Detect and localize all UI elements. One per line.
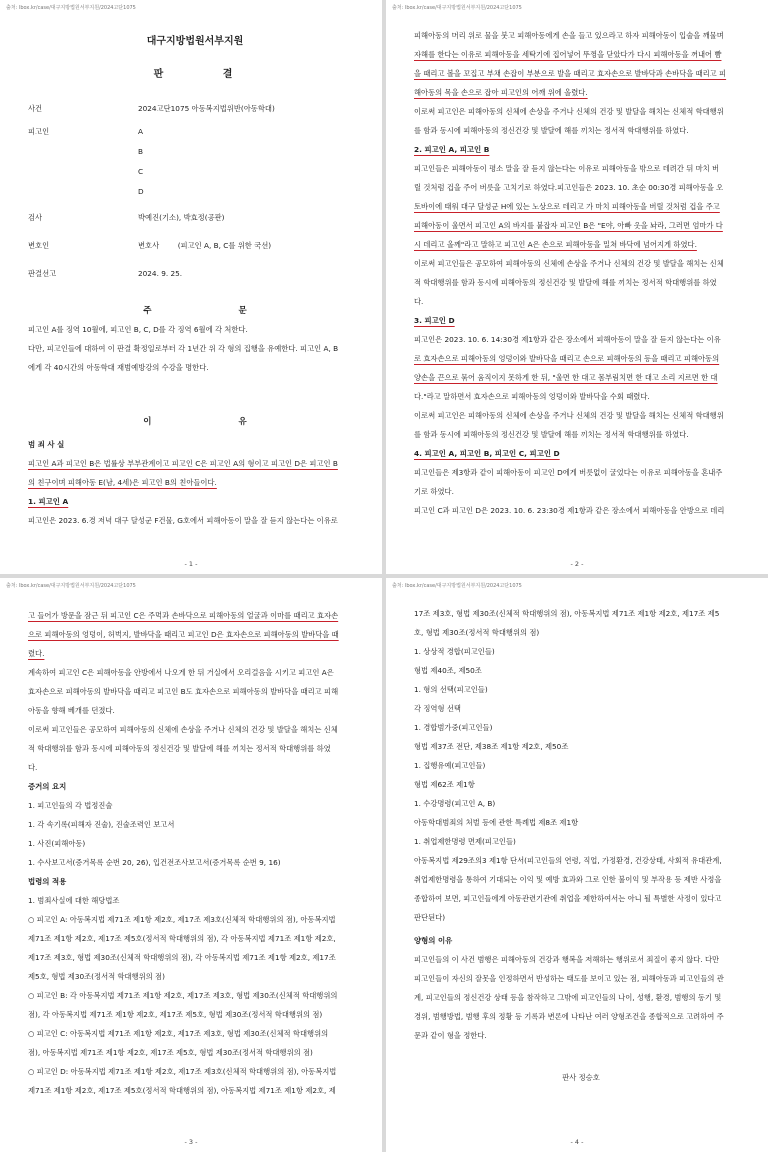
text-line: 형법 제37조 전단, 제38조 제1항 제2호, 제50조 (414, 742, 569, 751)
court-name: 대구지방법원서부지원 (146, 36, 244, 47)
page-3-body (28, 606, 362, 1100)
text-line: 점), 아동복지법 제71조 제1항 제2호, 제17조 제5호, 형법 제30조(정서적 학대행위의 점) (28, 1048, 313, 1057)
text-line: 고 들어가 방문을 잠근 뒤 피고인 C은 주먹과 손바닥으로 피해아동의 얼굴과 이마를 때리고 효자손 (28, 611, 339, 620)
section-2-heading: 2. 피고인 A, 피고인 B (414, 145, 490, 154)
text-line: 1. 피고인들의 각 법정진술 (28, 801, 113, 810)
text-line: 1. 수강명령(피고인 A, B) (414, 799, 496, 808)
text-line: ○ 피고인 D: 아동복지법 제71조 제1항 제2호, 제17조 제3호(신체적 학대행위의 점), 아동복지법 (28, 1067, 337, 1076)
text-line: 종합하여 보면, 피고인들에게 아동관련기관에 취업을 제한하여서는 아니 될 특별한 사정이 있다고 (414, 894, 722, 903)
text-line: 제71조 제1항 제2호, 제17조 제5호(정서적 학대행위의 점), 각 아동복지법 제71조 제1항 제2호, (28, 934, 336, 943)
text-line: 아동을 향해 베개를 던졌다. (28, 706, 115, 715)
text-line: 1. 수사보고서(증거목록 순번 20, 26), 입건전조사보고서(증거목록 순번 9, 16) (28, 858, 281, 867)
text-line: 형법 제40조, 제50조 (414, 666, 482, 675)
text-line: 1. 사진(피해아동) (28, 839, 86, 848)
order-text (28, 320, 362, 377)
text-line: 피고인은 2023. 6.경 저녁 대구 달성군 F건물, G호에서 피해아동이 말을 잘 듣지 않는다는 이유로 (28, 516, 338, 525)
text-line: 다."라고 말하면서 효자손으로 피해아동의 엉덩이와 발바닥을 수회 때렸다. (414, 392, 650, 401)
text-line: 점), 각 아동복지법 제71조 제1항 제2호, 제17조 제5호, 형법 제30조(정서적 학대행위의 점) (28, 1010, 323, 1019)
case-value: 2024고단1075 아동복지법위반(아동학대) (138, 104, 275, 113)
text-line: 1. 형의 선택(피고인들) (414, 685, 488, 694)
page-number: - 4 - (570, 1138, 584, 1146)
text-line: 피고인들의 이 사건 범행은 피해아동의 건강과 행복을 저해하는 행위로서 죄질이 좋지 않다. 다만 (414, 955, 720, 964)
order-heading: 주 문 (143, 306, 289, 316)
reason-heading: 이 유 (143, 417, 289, 427)
text-line: 피고인들은 피해아동이 평소 말을 잘 듣지 않는다는 이유로 피해아동을 밖으로 데려간 뒤 마치 버 (414, 164, 720, 173)
lawyer-label: 변호인 (28, 241, 50, 250)
text-line: 1. 범죄사실에 대한 해당법조 (28, 896, 120, 905)
date-label: 판결선고 (28, 269, 57, 278)
text-line: 적 학대행위를 함과 동시에 피해아동의 정신건강 및 발달에 해를 끼치는 정서적 학대행위를 하였 (414, 278, 717, 287)
text-line: 다. (414, 297, 424, 306)
page-3 (0, 578, 382, 1152)
prosecutor-value: 박예진(기소), 박효정(공판) (138, 213, 225, 222)
text-line: ○ 피고인 C: 아동복지법 제71조 제1항 제2호, 제17조 제3호, 형법 제30조(신체적 학대행위의 (28, 1029, 329, 1038)
text-line: 1. 상상적 경합(피고인들) (414, 647, 495, 656)
text-line: 렸다. (28, 649, 45, 658)
text-line: 제17조 제3호, 형법 제30조(신체적 학대행위의 점), 각 아동복지법 제71조 제1항 제2호, 제17조 (28, 953, 336, 962)
text-line: 피고인 A과 피고인 B은 법률상 부부관계이고 피고인 C은 피고인 A의 형이고 피고인 D은 피고인 B (28, 459, 338, 468)
sentencing-heading: 양형의 이유 (414, 936, 453, 945)
defendant-list (138, 127, 362, 196)
page-header: 출처: lbox.kr/case/대구지방법원서부지원/2024고단1075 (392, 5, 522, 11)
text-line: 를 함과 동시에 피해아동의 정신건강 및 발달에 해를 끼치는 정서적 학대행위를 하였다. (414, 430, 689, 439)
text-line: 제5호, 형법 제30조(정서적 학대행위의 점) (28, 972, 165, 981)
page-1-body (28, 28, 362, 530)
page-header: 출처: lbox.kr/case/대구지방법원서부지원/2024고단1075 (6, 5, 136, 11)
text-line: 제71조 제1항 제2호, 제17조 제5호(정서적 학대행위의 점), 아동복지법 제71조 제1항 제2호, 제 (28, 1086, 336, 1095)
text-line: 취업제한명령을 통하여 기대되는 이익 및 예방 효과와 그로 인한 불이익 및 부작용 등 제반 사정을 (414, 875, 722, 884)
text-line: 호, 형법 제30조(정서적 학대행위의 점) (414, 628, 540, 637)
text-line: 시 데리고 올께"라고 말하고 피고인 A은 손으로 피해아동을 밀쳐 바닥에 넘어지게 하였다. (414, 240, 697, 249)
text-line: 자해를 한다는 이유로 피해아동을 세탁기에 집어넣어 뚜껑을 닫았다가 다시 피해아동을 꺼내어 뺨 (414, 50, 722, 59)
evidence-heading: 증거의 요지 (28, 782, 67, 791)
judge-signature: 판사 정승호 (562, 1073, 600, 1082)
text-line: 이로써 피고인들은 공모하여 피해아동의 신체에 손상을 주거나 신체의 건강 및 발달을 해치는 신체 (28, 725, 338, 734)
law-heading: 법령의 적용 (28, 877, 67, 886)
text-line: 피해아동의 머리 위로 물을 붓고 피해아동에게 손을 들고 있으라고 하자 피해아동이 입술을 깨물며 (414, 31, 724, 40)
text-line: 계, 피고인들의 정신건강 상태 등을 참작하고 그밖에 피고인들의 나이, 성행, 환경, 범행의 동기 및 (414, 993, 722, 1002)
section-4-heading: 4. 피고인 A, 피고인 B, 피고인 C, 피고인 D (414, 449, 560, 458)
text-line: 에게 각 40시간의 아동학대 재범예방강의 수강을 명한다. (28, 363, 209, 372)
text-line: 피고인 A를 징역 10월에, 피고인 B, C, D를 각 징역 6월에 각 처한다. (28, 325, 248, 334)
page-4-body (414, 604, 748, 1083)
text-line: 이로써 피고인은 피해아동의 신체에 손상을 주거나 신체의 건강 및 발달을 해치는 신체적 학대행위 (414, 107, 724, 116)
page-4 (386, 578, 768, 1152)
defendant-item: A (138, 127, 143, 136)
text-line: 피고인 C과 피고인 D은 2023. 10. 6. 23:30경 제1항과 같은 장소에서 피해아동을 안방으로 데리 (414, 506, 725, 515)
text-line: 를 함과 동시에 피해아동의 정신건강 및 발달에 해를 끼치는 정서적 학대행위를 하였다. (414, 126, 689, 135)
text-line: 의 친구이며 피해아동 E(남, 4세)은 피고인 B의 친아들이다. (28, 478, 217, 487)
text-line: 릴 것처럼 겁을 주어 버릇을 고치기로 하였다.피고인들은 2023. 10. 초순 00:30경 피해아동을 오 (414, 183, 724, 192)
text-line: 이로써 피고인은 피해아동의 신체에 손상을 주거나 신체의 건강 및 발달을 해치는 신체적 학대행위 (414, 411, 724, 420)
text-line: 피고인들이 자신의 잘못을 인정하면서 반성하는 태도를 보이고 있는 점, 피해아동과 피고인들의 관 (414, 974, 724, 983)
text-line: ○ 피고인 B: 각 아동복지법 제71조 제1항 제2호, 제17조 제3호, 형법 제30조(신체적 학대행위의 (28, 991, 338, 1000)
prosecutor-label: 검사 (28, 213, 43, 222)
defendant-item: C (138, 167, 144, 176)
text-line: 형법 제62조 제1항 (414, 780, 475, 789)
text-line: 판단된다) (414, 913, 446, 922)
defendant-row (28, 127, 362, 196)
text-line: 아동학대범죄의 처벌 등에 관한 특례법 제8조 제1항 (414, 818, 579, 827)
text-line: 문과 같이 형을 정한다. (414, 1031, 487, 1040)
text-line: 다만, 피고인들에 대하여 이 판결 확정일로부터 각 1년간 위 각 형의 집행을 유예한다. 피고인 A, B (28, 344, 339, 353)
text-line: 효자손으로 피해아동의 발바닥을 때리고 피고인 B도 효자손으로 피해아동의 발바닥을 때리고 피해 (28, 687, 339, 696)
lawyer-value: 변호사 (피고인 A, B, C를 위한 국선) (138, 241, 272, 250)
page-2-body (414, 26, 748, 520)
text-line: 17조 제3호, 형법 제30조(신체적 학대행위의 점), 아동복지법 제71조 제1항 제2호, 제17조 제5 (414, 609, 720, 618)
section-1-heading: 1. 피고인 A (28, 497, 69, 506)
defendant-label: 피고인 (28, 127, 50, 136)
text-line: 양손을 끈으로 묶어 움직이지 못하게 한 뒤, "울면 한 대고 몸부림치면 한 대고 소리 지르면 한 대 (414, 373, 718, 382)
page-1 (0, 0, 382, 574)
text-line: 로 효자손으로 피해아동의 엉덩이와 발바닥을 때리고 손으로 피해아동의 등을 때리고 피해아동의 (414, 354, 720, 363)
defendant-item: D (138, 187, 144, 196)
text-line: 적 학대행위를 함과 동시에 피해아동의 정신건강 및 발달에 해를 끼치는 정서적 학대행위를 하였 (28, 744, 331, 753)
text-line: 계속하여 피고인 C은 피해아동을 안방에서 나오게 한 뒤 거실에서 오리걸음을 시키고 피고인 A은 (28, 668, 334, 677)
date-value: 2024. 9. 25. (138, 269, 183, 278)
prosecutor-row (28, 213, 362, 222)
text-line: 으로 피해아동의 엉덩이, 허벅지, 발바닥을 때리고 피고인 D은 효자손으로 피해아동의 발바닥을 때 (28, 630, 339, 639)
text-line: 토바이에 태워 대구 달성군 H에 있는 노상으로 데리고 가 마치 피해아동을 버릴 것처럼 겁을 주고 (414, 202, 720, 211)
text-line: 을 때리고 볼을 꼬집고 부채 손잡이 부분으로 발을 때리고 효자손으로 발바닥과 손바닥을 때리고 피 (414, 69, 727, 78)
page-number: - 3 - (184, 1138, 198, 1146)
text-line: 피고인은 2023. 10. 6. 14:30경 제1항과 같은 장소에서 피해아동이 말을 잘 듣지 않는다는 이유 (414, 335, 721, 344)
text-line: 1. 취업제한명령 면제(피고인들) (414, 837, 516, 846)
case-label: 사건 (28, 104, 43, 113)
text-line: 해아동의 목을 손으로 잡아 피고인의 어깨 위에 올렸다. (414, 88, 588, 97)
document-type: 판 결 (153, 69, 261, 80)
text-line: 피해아동이 울면서 피고인 A의 바지를 붙잡자 피고인 B은 "E야, 아빠 옷을 놔라, 그러면 엄마가 다 (414, 221, 723, 230)
page-header: 출처: lbox.kr/case/대구지방법원서부지원/2024고단1075 (392, 583, 522, 589)
text-line: 아동복지법 제29조의3 제1항 단서(피고인들의 연령, 직업, 가정환경, 건강상태, 사회적 유대관계, (414, 856, 722, 865)
text-line: 기로 하였다. (414, 487, 454, 496)
page-number: - 2 - (570, 560, 584, 568)
section-3-heading: 3. 피고인 D (414, 316, 455, 325)
text-line: 1. 각 속기록(피해자 진술), 진술조력인 보고서 (28, 820, 175, 829)
date-row (28, 269, 362, 278)
lawyer-row (28, 241, 362, 250)
text-line: 피고인들은 제3항과 같이 피해아동이 피고인 D에게 버릇없이 굴었다는 이유로 피해아동을 혼내주 (414, 468, 723, 477)
facts-heading: 범 죄 사 실 (28, 440, 65, 449)
text-line: 1. 경합범가중(피고인들) (414, 723, 493, 732)
defendant-item: B (138, 147, 144, 156)
page-2 (386, 0, 768, 574)
page-header: 출처: lbox.kr/case/대구지방법원서부지원/2024고단1075 (6, 583, 136, 589)
text-line: 다. (28, 763, 38, 772)
text-line: 각 징역형 선택 (414, 704, 461, 713)
case-row (28, 104, 362, 113)
text-line: 경위, 범행방법, 범행 후의 정황 등 기록과 변론에 나타난 여러 양형조건을 종합적으로 고려하여 주 (414, 1012, 724, 1021)
text-line: ○ 피고인 A: 아동복지법 제71조 제1항 제2호, 제17조 제3호(신체적 학대행위의 점), 아동복지법 (28, 915, 336, 924)
text-line: 1. 집행유예(피고인들) (414, 761, 486, 770)
page-number: - 1 - (184, 560, 198, 568)
text-line: 이로써 피고인들은 공모하여 피해아동의 신체에 손상을 주거나 신체의 건강 및 발달을 해치는 신체 (414, 259, 724, 268)
